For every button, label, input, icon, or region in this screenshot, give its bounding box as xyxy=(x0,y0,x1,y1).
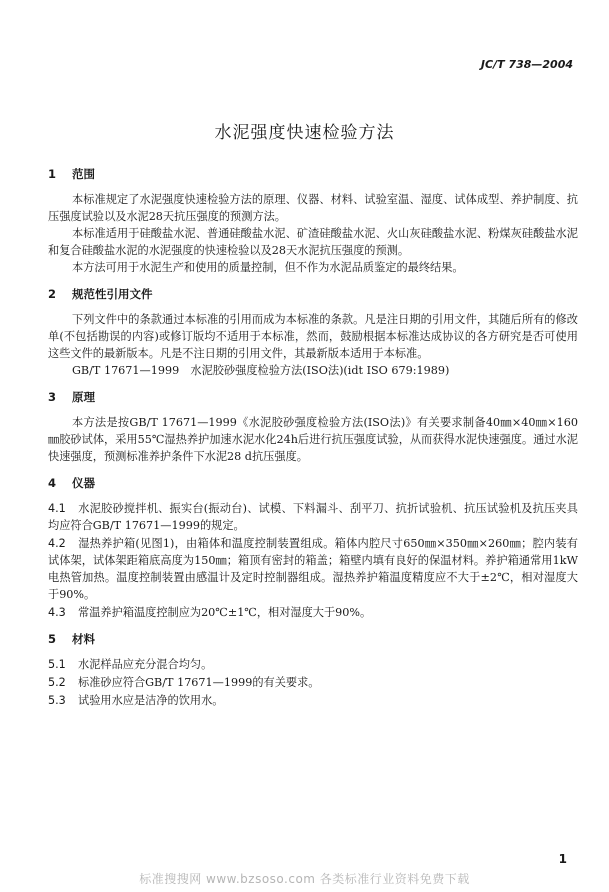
section-number: 2 xyxy=(48,287,57,301)
section-heading xyxy=(48,286,578,303)
paragraph: 本方法可用于水泥生产和使用的质量控制，但不作为水泥品质鉴定的最终结果。 xyxy=(72,261,464,274)
section-heading xyxy=(48,475,578,492)
paragraph: 本方法是按GB/T 17671—1999《水泥胶砂强度检验方法(ISO法)》有关要求制备40㎜×40㎜×160㎜胶砂试体，采用55℃湿热养护加速水泥水化24h后进行抗压强度试验，从而获得水泥快速强度。通过水泥快速强度，预测标准养护条件下水泥28 d抗压强度。 xyxy=(48,416,578,463)
clause-item xyxy=(48,674,578,691)
clause-item xyxy=(48,692,578,709)
document-code: JC/T 738—2004 xyxy=(480,58,573,71)
section-principle xyxy=(48,389,578,465)
section-normative-references xyxy=(48,286,578,379)
paragraph: 本标准规定了水泥强度快速检验方法的原理、仪器、材料、试验室温、湿度、试体成型、养护制度、抗压强度试验以及水泥28天抗压强度的预测方法。 xyxy=(48,193,578,223)
clause-text: 试验用水应是洁净的饮用水。 xyxy=(78,694,224,707)
clause-text: 常温养护箱温度控制应为20℃±1℃，相对湿度大于90%。 xyxy=(78,606,372,619)
clause-item xyxy=(48,500,578,534)
section-materials xyxy=(48,631,578,709)
clause-number: 4.1 xyxy=(48,502,66,515)
clause-number: 5.2 xyxy=(48,676,66,689)
section-title: 材料 xyxy=(72,632,95,646)
clause-number: 5.1 xyxy=(48,658,66,671)
clause-number: 4.2 xyxy=(48,537,66,550)
reference-entry: GB/T 17671—1999 水泥胶砂强度检验方法(ISO法)(idt ISO 679:1989) xyxy=(72,364,450,377)
paragraph: 下列文件中的条款通过本标准的引用而成为本标准的条款。凡是注日期的引用文件，其随后所有的修改单(不包括勘误的内容)或修订版均不适用于本标准，然而，鼓励根据本标准达成协议的各方研究是否可使用这些文件的最新版本。凡是不注日期的引用文件，其最新版本适用于本标准。 xyxy=(48,313,578,360)
clause-item xyxy=(48,656,578,673)
clause-number: 4.3 xyxy=(48,606,66,619)
page-title: 水泥强度快速检验方法 xyxy=(214,123,395,143)
document-body xyxy=(48,166,578,719)
watermark-text: 标准搜搜网 www.bzsoso.com 各类标准行业资料免费下载 xyxy=(139,872,470,886)
clause-number: 5.3 xyxy=(48,694,66,707)
section-heading xyxy=(48,166,578,183)
clause-text: 湿热养护箱(见图1)，由箱体和温度控制装置组成。箱体内腔尺寸650㎜×350㎜×260㎜；腔内装有试体架，试体架距箱底高度为150㎜；箱顶有密封的箱盖；箱壁内填有良好的保温材料。养护箱通常用1kW电热管加热。温度控制装置由感温计及定时控制器组成。湿热养护箱温度精度应不大于±2℃，相对湿度大于90%。 xyxy=(48,537,578,601)
section-number: 4 xyxy=(48,476,57,490)
clause-item xyxy=(48,604,578,621)
section-scope xyxy=(48,166,578,276)
page-number: 1 xyxy=(558,852,567,866)
section-number: 1 xyxy=(48,167,57,181)
clause-text: 水泥样品应充分混合均匀。 xyxy=(78,658,213,671)
section-apparatus xyxy=(48,475,578,621)
section-title: 规范性引用文件 xyxy=(72,287,153,301)
section-heading xyxy=(48,631,578,648)
section-title: 仪器 xyxy=(72,476,95,490)
section-number: 5 xyxy=(48,632,57,646)
clause-item xyxy=(48,535,578,603)
paragraph: 本标准适用于硅酸盐水泥、普通硅酸盐水泥、矿渣硅酸盐水泥、火山灰硅酸盐水泥、粉煤灰硅酸盐水泥和复合硅酸盐水泥的水泥强度的快速检验以及28天水泥抗压强度的预测。 xyxy=(48,227,578,257)
section-title: 原理 xyxy=(72,390,95,404)
clause-text: 标准砂应符合GB/T 17671—1999的有关要求。 xyxy=(78,676,320,689)
section-number: 3 xyxy=(48,390,57,404)
section-title: 范围 xyxy=(72,167,95,181)
clause-text: 水泥胶砂搅拌机、振实台(振动台)、试模、下料漏斗、刮平刀、抗折试验机、抗压试验机及抗压夹具均应符合GB/T 17671—1999的规定。 xyxy=(48,502,578,532)
section-heading xyxy=(48,389,578,406)
